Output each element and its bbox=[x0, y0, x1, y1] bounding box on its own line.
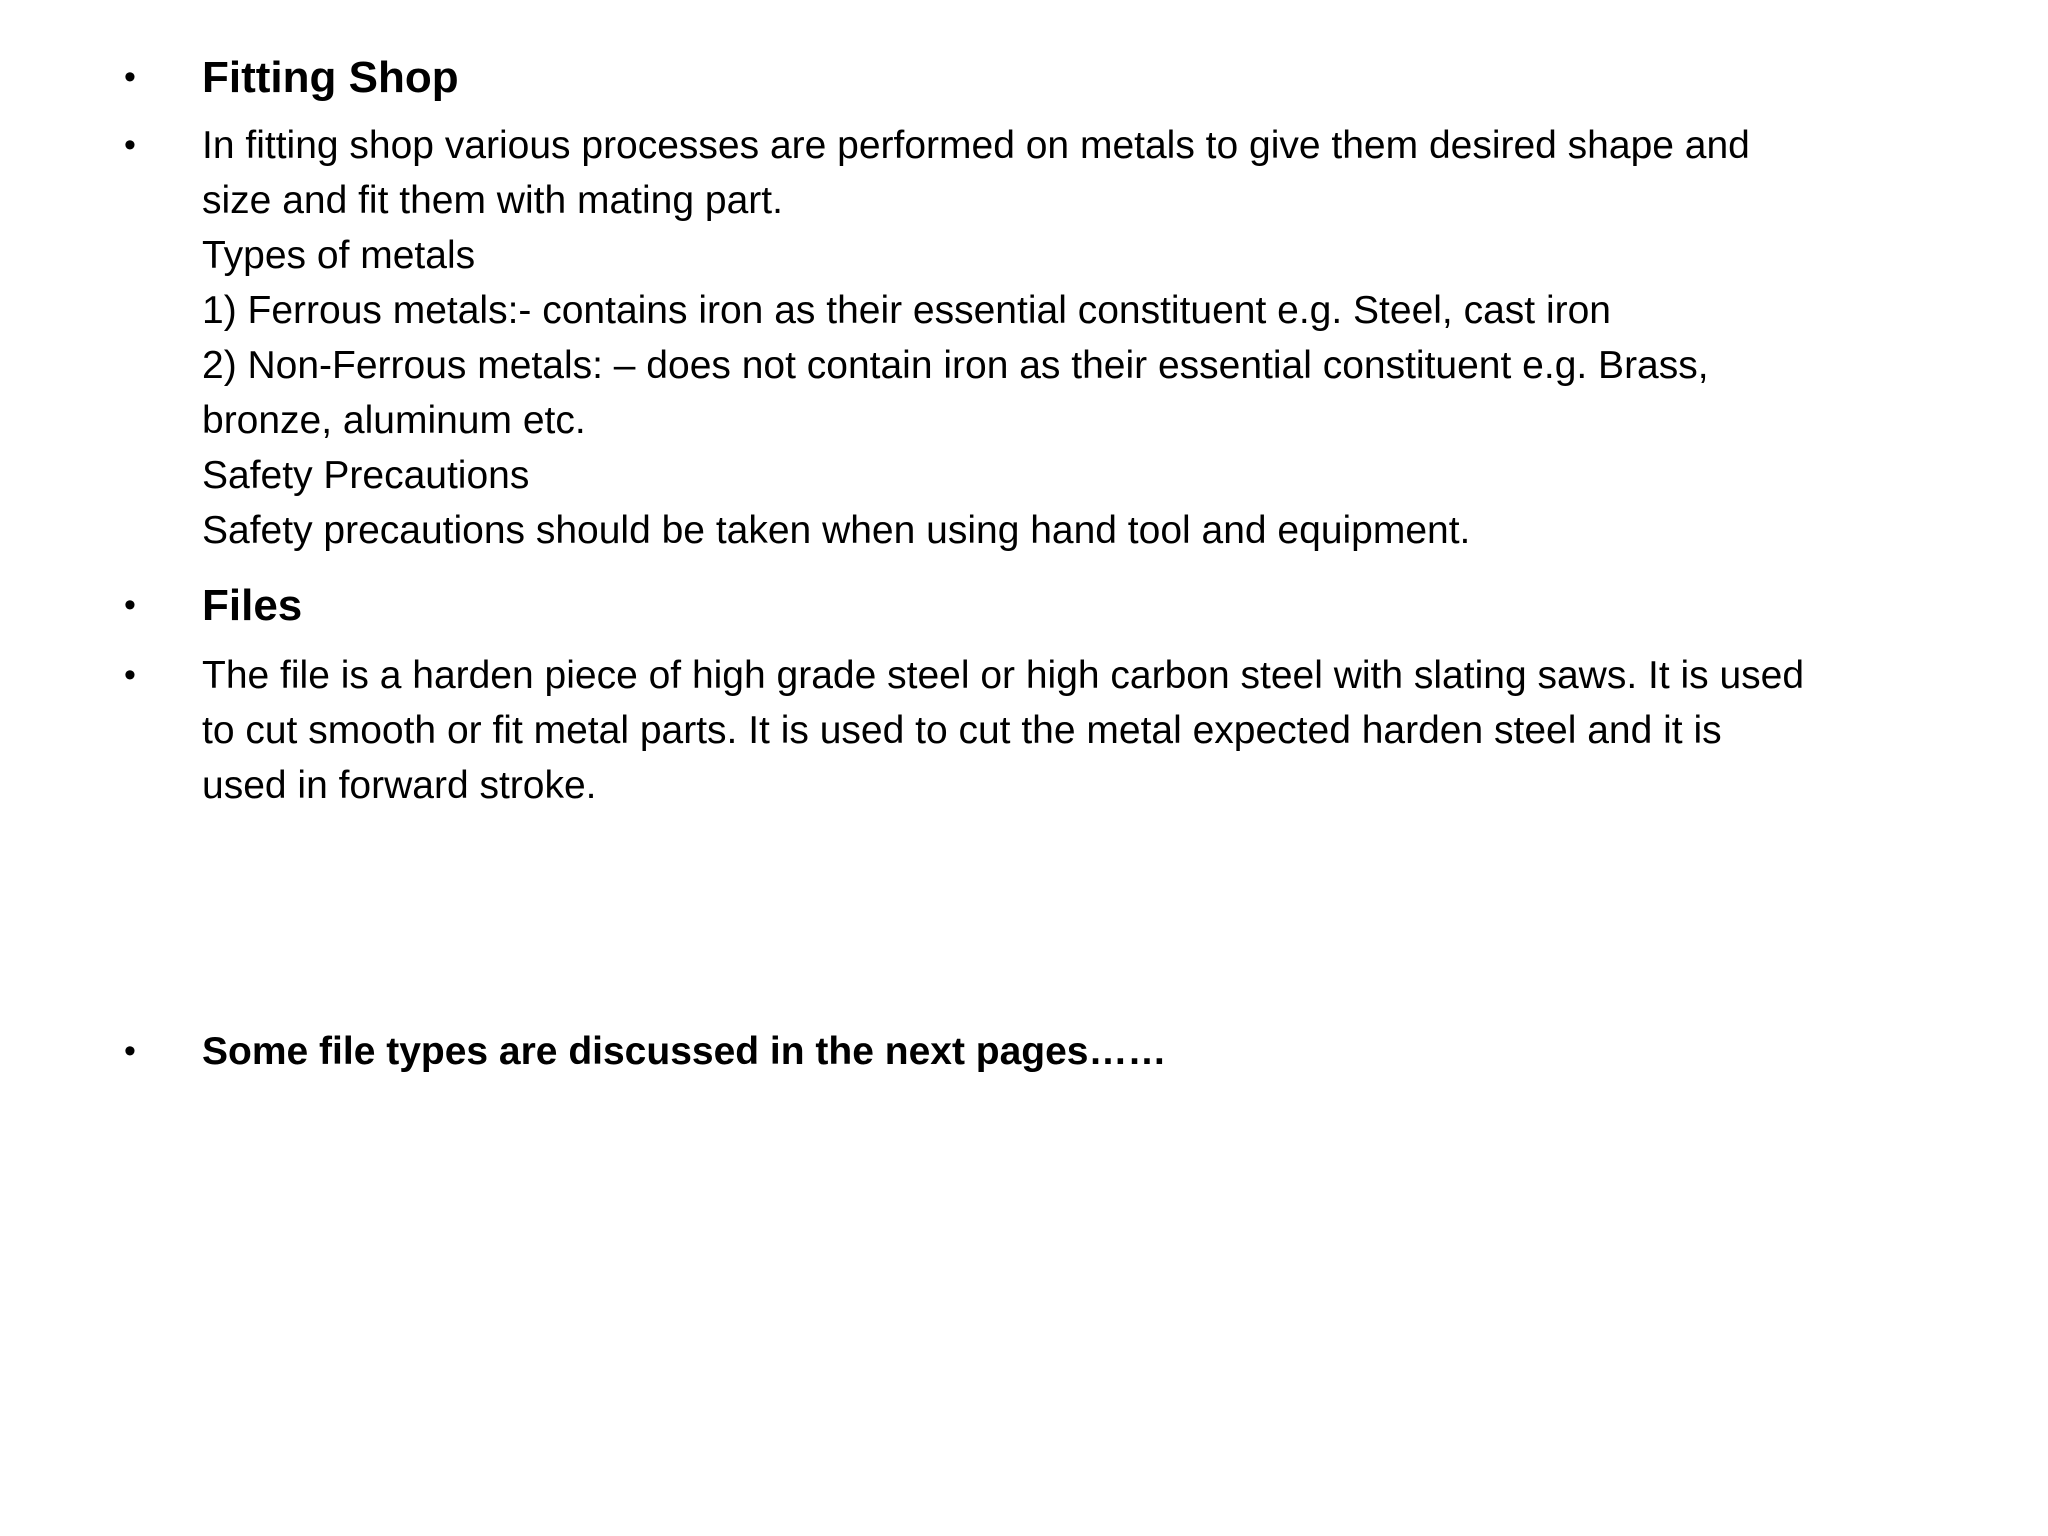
footer-note: Some file types are discussed in the next pages…… bbox=[202, 1030, 1167, 1073]
heading-files: Files bbox=[202, 581, 303, 630]
paragraph-line: The file is a harden piece of high grade steel or high carbon steel with slating saws. It is used bbox=[202, 654, 1805, 697]
heading-fitting-shop: Fitting Shop bbox=[202, 53, 459, 102]
paragraph-line: size and fit them with mating part. bbox=[202, 179, 783, 222]
paragraph-line: Types of metals bbox=[202, 234, 476, 277]
paragraph-line: bronze, aluminum etc. bbox=[202, 399, 586, 442]
bullet-dot: • bbox=[124, 1032, 136, 1070]
bullet-dot: • bbox=[124, 656, 136, 694]
paragraph-line: 2) Non-Ferrous metals: – does not contain iron as their essential constituent e.g. Brass, bbox=[202, 344, 1709, 387]
paragraph-line: In fitting shop various processes are performed on metals to give them desired shape and bbox=[202, 124, 1750, 167]
bullet-dot: • bbox=[124, 58, 136, 96]
paragraph-line: Safety precautions should be taken when using hand tool and equipment. bbox=[202, 509, 1471, 552]
paragraph-line: Safety Precautions bbox=[202, 454, 530, 497]
paragraph-line: to cut smooth or fit metal parts. It is used to cut the metal expected harden steel and it is bbox=[202, 709, 1722, 752]
paragraph-fitting-shop bbox=[202, 118, 1942, 558]
bullet-dot: • bbox=[124, 586, 136, 624]
paragraph-files bbox=[202, 648, 1942, 813]
bullet-dot: • bbox=[124, 126, 136, 164]
paragraph-line: 1) Ferrous metals:- contains iron as their essential constituent e.g. Steel, cast iron bbox=[202, 289, 1611, 332]
paragraph-line: used in forward stroke. bbox=[202, 764, 597, 807]
